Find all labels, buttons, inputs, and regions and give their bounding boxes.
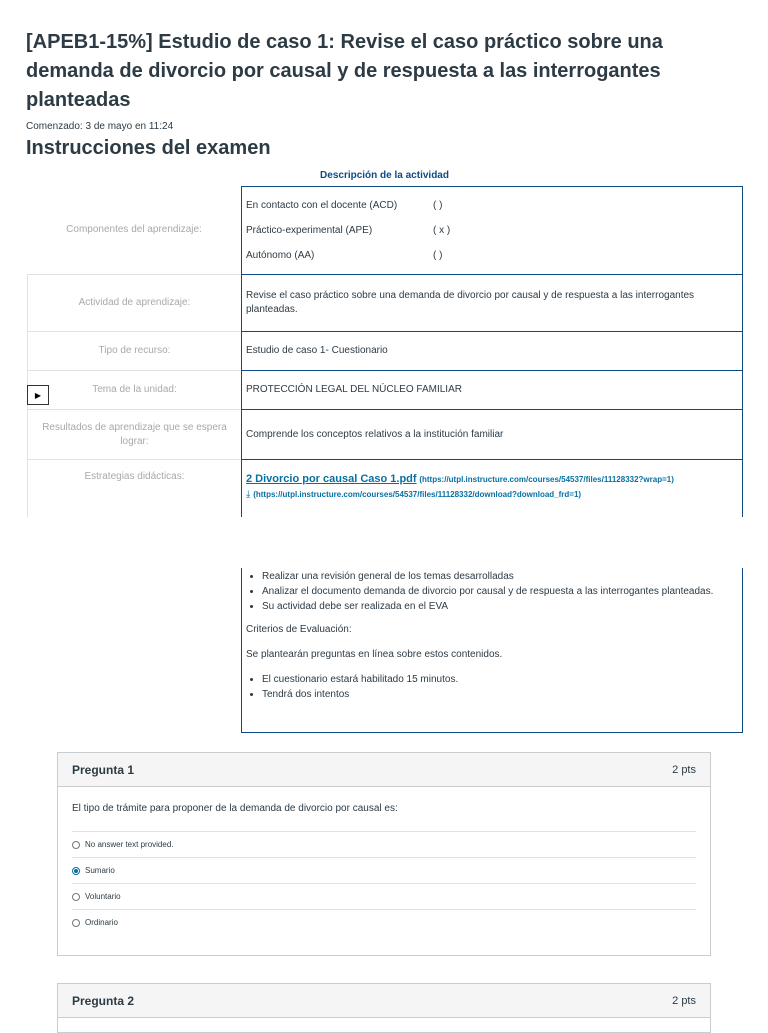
answer-list bbox=[72, 831, 696, 935]
radio-button[interactable] bbox=[72, 893, 80, 901]
component-name: Autónomo (AA) bbox=[246, 249, 315, 261]
components-row bbox=[27, 186, 743, 274]
answer-option[interactable] bbox=[72, 857, 696, 883]
strategies-value bbox=[241, 459, 743, 517]
activity-label: Actividad de aprendizaje: bbox=[27, 274, 241, 331]
download-icon[interactable]: ⤓ bbox=[246, 489, 251, 500]
results-value: Comprende los conceptos relativos a la institución familiar bbox=[241, 409, 743, 459]
components-value bbox=[241, 186, 743, 274]
results-row bbox=[27, 409, 743, 459]
component-line bbox=[246, 243, 738, 268]
question-2 bbox=[57, 983, 711, 1033]
resource-label: Tipo de recurso: bbox=[27, 331, 241, 370]
unit-label: Tema de la unidad: bbox=[27, 370, 241, 409]
started-timestamp: Comenzado: 3 de mayo en 11:24 bbox=[26, 121, 174, 132]
file-url[interactable]: (https://utpl.instructure.com/courses/54537/files/11128332?wrap=1) bbox=[419, 475, 674, 484]
component-name: En contacto con el docente (ACD) bbox=[246, 199, 398, 211]
question-1 bbox=[57, 752, 711, 956]
answer-label: No answer text provided. bbox=[85, 840, 174, 849]
radio-button-selected[interactable] bbox=[72, 867, 80, 875]
question-header bbox=[58, 984, 710, 1018]
unit-row bbox=[27, 370, 743, 409]
component-mark: ( ) bbox=[433, 199, 443, 211]
component-mark: ( x ) bbox=[433, 224, 451, 236]
activity-value: Revise el caso práctico sobre una demanda de divorcio por causal y de respuesta a las interrogantes planteadas. bbox=[241, 274, 743, 331]
strategies-continuation bbox=[241, 568, 743, 733]
instructions-heading: Instrucciones del examen bbox=[26, 137, 271, 159]
answer-option[interactable] bbox=[72, 909, 696, 935]
radio-button[interactable] bbox=[72, 919, 80, 927]
components-label: Componentes del aprendizaje: bbox=[66, 224, 202, 235]
strategies-label: Estrategias didácticas: bbox=[27, 459, 241, 517]
question-title: Pregunta 1 bbox=[72, 762, 135, 777]
resource-value: Estudio de caso 1- Cuestionario bbox=[241, 331, 743, 370]
question-text: El tipo de trámite para proponer de la demanda de divorcio por causal es: bbox=[72, 803, 398, 814]
component-mark: ( ) bbox=[433, 249, 443, 261]
question-points: 2 pts bbox=[672, 763, 696, 776]
question-title: Pregunta 2 bbox=[72, 993, 135, 1008]
unit-value: PROTECCIÓN LEGAL DEL NÚCLEO FAMILIAR bbox=[241, 370, 743, 409]
quiz-title: [APEB1-15%] Estudio de caso 1: Revise el caso práctico sobre una demanda de divorcio por causal y de respuesta a las interrogantes planteadas bbox=[26, 31, 663, 111]
answer-label: Voluntario bbox=[85, 892, 121, 901]
activity-row bbox=[27, 274, 743, 331]
resource-row bbox=[27, 331, 743, 370]
component-name: Práctico-experimental (APE) bbox=[246, 224, 373, 236]
strategy-list bbox=[242, 569, 742, 614]
criteria-heading: Criterios de Evaluación: bbox=[246, 624, 352, 635]
answer-label: Sumario bbox=[85, 866, 115, 875]
answer-option[interactable] bbox=[72, 883, 696, 909]
play-icon[interactable]: ▶ bbox=[27, 385, 49, 405]
download-link[interactable]: (https://utpl.instructure.com/courses/54537/files/11128332/download?download_frd=1) bbox=[253, 490, 582, 499]
strategies-row bbox=[27, 459, 743, 517]
list-item: • El cuestionario estará habilitado 15 minutos. bbox=[262, 672, 742, 687]
answer-label: Ordinario bbox=[85, 918, 118, 927]
list-item: • Analizar el documento demanda de divorcio por causal y de respuesta a las interrogantes planteadas. bbox=[262, 584, 742, 599]
results-label: Resultados de aprendizaje que se espera lograr: bbox=[27, 409, 241, 459]
component-line bbox=[246, 193, 738, 218]
radio-button[interactable] bbox=[72, 841, 80, 849]
file-link[interactable]: 2 Divorcio por causal Caso 1.pdf bbox=[246, 473, 417, 485]
criteria-text: Se plantearán preguntas en línea sobre estos contenidos. bbox=[246, 649, 503, 660]
question-points: 2 pts bbox=[672, 994, 696, 1007]
component-line bbox=[246, 218, 738, 243]
criteria-list bbox=[242, 672, 742, 702]
list-item: • Tendrá dos intentos bbox=[262, 687, 742, 702]
description-heading: Descripción de la actividad bbox=[320, 170, 449, 181]
question-header bbox=[58, 753, 710, 787]
list-item: • Su actividad debe ser realizada en el EVA bbox=[262, 599, 742, 614]
list-item: • Realizar una revisión general de los temas desarrolladas bbox=[262, 569, 742, 584]
answer-option[interactable] bbox=[72, 831, 696, 857]
